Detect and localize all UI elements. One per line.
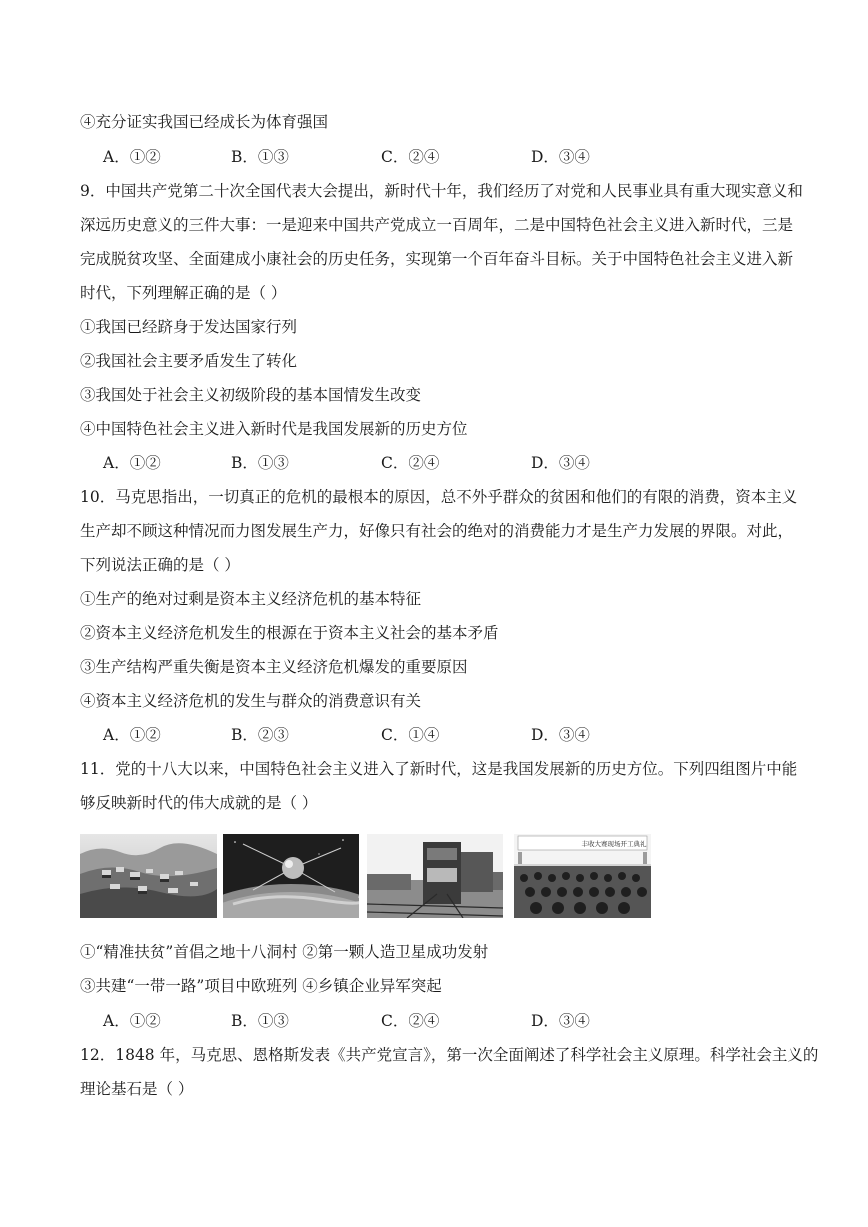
q9-option-4: ④中国特色社会主义进入新时代是我国发展新的历史方位 bbox=[80, 420, 468, 438]
q11-choice-d: D．③④ bbox=[531, 1012, 590, 1030]
q9-choice-c: C．②④ bbox=[381, 454, 440, 472]
q9-option-1: ①我国已经跻身于发达国家行列 bbox=[80, 318, 298, 336]
q9-choice-b: B．①③ bbox=[231, 454, 289, 472]
hall-banner-text: 丰收大赛现场开工典礼 bbox=[581, 840, 647, 848]
q9-stem-line: 深远历史意义的三件大事：一是迎来中国共产党成立一百周年，二是中国特色社会主义进入新时代，三是 bbox=[80, 216, 794, 234]
q10-option-1: ①生产的绝对过剩是资本主义经济危机的基本特征 bbox=[80, 590, 422, 608]
q10-choice-a: A．①② bbox=[103, 726, 161, 744]
village-aerial-photo bbox=[80, 834, 217, 918]
q8-choice-d: D．③④ bbox=[531, 148, 590, 166]
q11-choice-b: B．①③ bbox=[231, 1012, 289, 1030]
q10-stem-line: 10．马克思指出，一切真正的危机的最根本的原因，总不外乎群众的贫困和他们的有限的消费，资本主义 bbox=[80, 488, 798, 506]
q11-stem-line: 11．党的十八大以来，中国特色社会主义进入了新时代，这是我国发展新的历史方位。下列四组图片中能 bbox=[80, 760, 798, 778]
q10-choice-b: B．②③ bbox=[231, 726, 289, 744]
satellite-photo bbox=[223, 834, 359, 918]
q10-option-2: ②资本主义经济危机发生的根源在于资本主义社会的基本矛盾 bbox=[80, 624, 499, 642]
q11-choice-c: C．②④ bbox=[381, 1012, 440, 1030]
q8-choice-b: B．①③ bbox=[231, 148, 289, 166]
q9-stem-line: 完成脱贫攻坚、全面建成小康社会的历史任务，实现第一个百年奋斗目标。关于中国特色社会主义进入新 bbox=[80, 250, 794, 268]
q9-choice-d: D．③④ bbox=[531, 454, 590, 472]
q9-option-2: ②我国社会主要矛盾发生了转化 bbox=[80, 352, 298, 370]
freight-train-photo bbox=[367, 834, 503, 918]
meeting-hall-photo bbox=[514, 834, 651, 918]
q8-choice-c: C．②④ bbox=[381, 148, 440, 166]
q12-stem-line: 12．1848 年，马克思、恩格斯发表《共产党宣言》，第一次全面阐述了科学社会主义原理。科学社会主义的 bbox=[80, 1046, 819, 1064]
q11-options-line: ①“精准扶贫”首倡之地十八洞村 ②第一颗人造卫星成功发射 bbox=[80, 943, 489, 961]
q9-choices bbox=[103, 453, 723, 473]
q10-choice-c: C．①④ bbox=[381, 726, 440, 744]
q9-stem-line: 9．中国共产党第二十次全国代表大会提出，新时代十年，我们经历了对党和人民事业具有重大现实意义和 bbox=[80, 182, 803, 200]
q11-photo-row bbox=[80, 834, 660, 918]
q9-stem-line: 时代，下列理解正确的是（ ） bbox=[80, 284, 287, 302]
q8-choice-a: A．①② bbox=[103, 148, 161, 166]
q8-option-4: ④充分证实我国已经成长为体育强国 bbox=[80, 113, 329, 131]
q10-stem-line: 下列说法正确的是（ ） bbox=[80, 556, 240, 574]
q11-choices bbox=[103, 1011, 723, 1031]
q11-choice-a: A．①② bbox=[103, 1012, 161, 1030]
q11-options-line: ③共建“一带一路”项目中欧班列 ④乡镇企业异军突起 bbox=[80, 977, 442, 995]
q10-choice-d: D．③④ bbox=[531, 726, 590, 744]
q10-option-4: ④资本主义经济危机的发生与群众的消费意识有关 bbox=[80, 692, 422, 710]
q12-stem-line: 理论基石是（ ） bbox=[80, 1080, 194, 1098]
q10-option-3: ③生产结构严重失衡是资本主义经济危机爆发的重要原因 bbox=[80, 658, 468, 676]
q10-stem-line: 生产却不顾这种情况而力图发展生产力，好像只有社会的绝对的消费能力才是生产力发展的界限。对此， bbox=[80, 522, 794, 540]
q10-choices bbox=[103, 725, 723, 745]
q11-stem-line: 够反映新时代的伟大成就的是（ ） bbox=[80, 794, 318, 812]
q9-option-3: ③我国处于社会主义初级阶段的基本国情发生改变 bbox=[80, 386, 422, 404]
q9-choice-a: A．①② bbox=[103, 454, 161, 472]
q8-choices bbox=[103, 147, 723, 167]
